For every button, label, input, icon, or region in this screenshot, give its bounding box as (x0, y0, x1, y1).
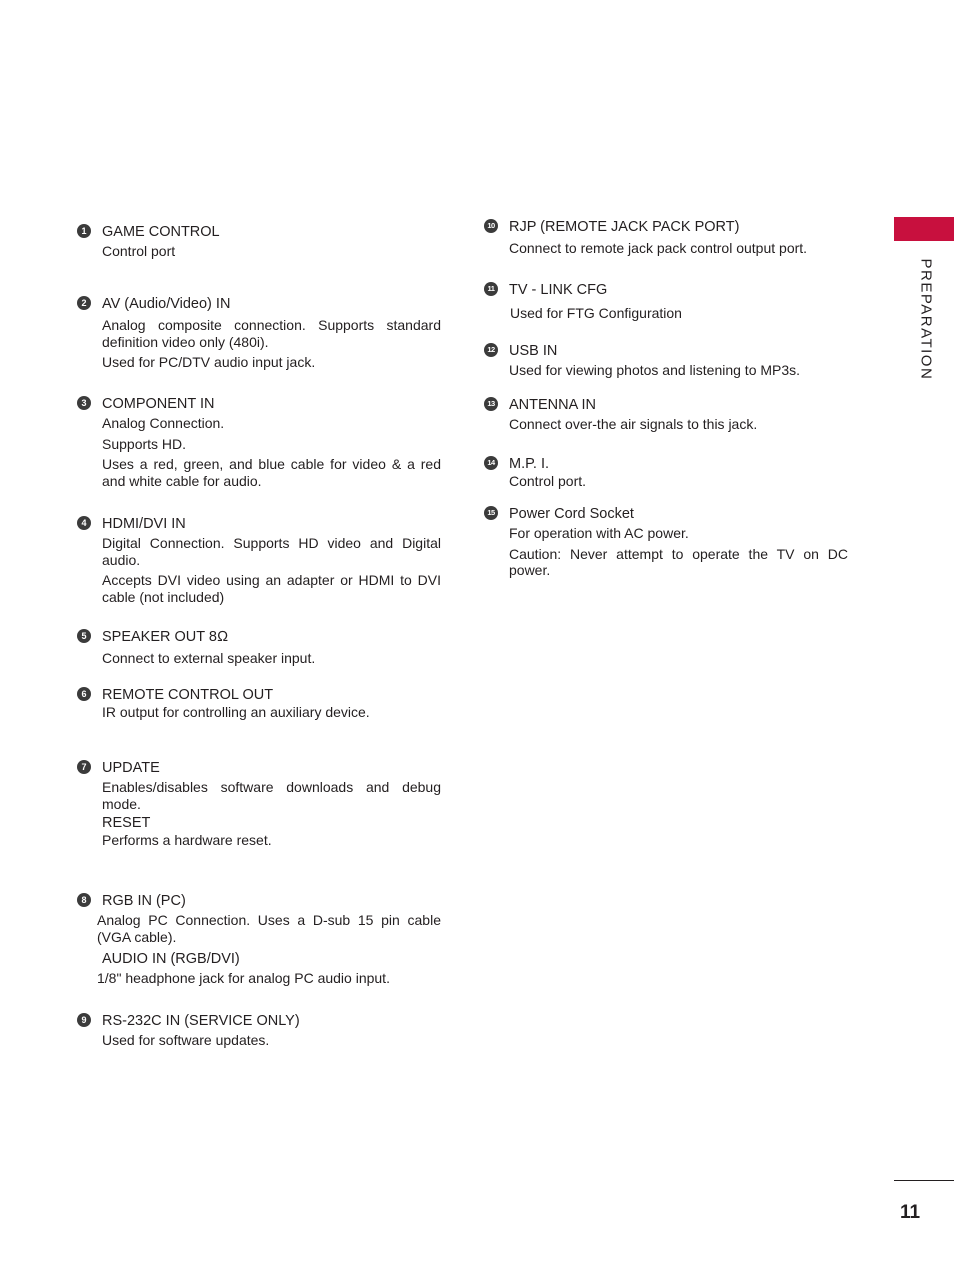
item-subtitle: AUDIO IN (RGB/DVI) (102, 951, 240, 967)
item-description: Control port (102, 243, 176, 259)
item-title: SPEAKER OUT 8Ω (102, 629, 229, 645)
item-description: Analog Connection. (102, 415, 225, 431)
item-number-badge: 14 (484, 456, 498, 470)
item-description: Supports HD. (102, 435, 187, 452)
item-description: Uses a red, green, and blue cable for video & a red and white cable for audio. (102, 456, 441, 489)
item-description: IR output for controlling an auxiliary device. (102, 704, 370, 720)
item-number-badge: 10 (484, 219, 498, 233)
item-title: M.P. I. (509, 456, 550, 472)
item-description: Digital Connection. Supports HD video and Digital audio. (102, 535, 441, 568)
item-description: Caution: Never attempt to operate the TV on DC power. (509, 545, 848, 578)
item-description: Used for viewing photos and listening to MP3s. (509, 362, 801, 378)
item-description: Connect to external speaker input. (102, 650, 316, 666)
item-description: Analog PC Connection. Uses a D-sub 15 pin cable (VGA cable). (97, 912, 441, 945)
item-title: UPDATE (102, 760, 160, 776)
item-number-badge: 7 (77, 760, 91, 774)
section-label: PREPARATION (917, 258, 935, 381)
item-description: Used for PC/DTV audio input jack. (102, 354, 316, 370)
item-title: RGB IN (PC) (102, 893, 186, 909)
item-number-badge: 3 (77, 396, 91, 410)
item-number-badge: 5 (77, 629, 91, 643)
section-tab (894, 217, 954, 241)
item-number-badge: 8 (77, 893, 91, 907)
item-title: ANTENNA IN (509, 397, 597, 413)
item-number-badge: 12 (484, 343, 498, 357)
item-description: Used for FTG Configuration (510, 305, 682, 321)
item-title: AV (Audio/Video) IN (102, 296, 231, 312)
item-title: RJP (REMOTE JACK PACK PORT) (509, 219, 740, 235)
item-description: Analog composite connection. Supports standard definition video only (480i). (102, 317, 441, 350)
item-number-badge: 2 (77, 296, 91, 310)
item-description: Accepts DVI video using an adapter or HDMI to DVI cable (not included) (102, 572, 441, 605)
item-description: Used for software updates. (102, 1032, 270, 1048)
item-description: Performs a hardware reset. (102, 832, 272, 848)
item-number-badge: 6 (77, 687, 91, 701)
item-title: HDMI/DVI IN (102, 516, 186, 532)
item-number-badge: 15 (484, 506, 498, 520)
item-number-badge: 4 (77, 516, 91, 530)
item-number-badge: 11 (484, 282, 498, 296)
item-description: Enables/disables software downloads and debug mode. (102, 779, 441, 812)
item-number-badge: 13 (484, 397, 498, 411)
item-title: TV - LINK CFG (509, 282, 608, 298)
page-number: 11 (899, 1202, 921, 1223)
item-number-badge: 9 (77, 1013, 91, 1027)
item-number-badge: 1 (77, 224, 91, 238)
item-description: Connect over-the air signals to this jack. (509, 416, 758, 432)
item-title: Power Cord Socket (509, 506, 634, 522)
item-title: GAME CONTROL (102, 224, 220, 240)
item-description: Control port. (509, 473, 587, 489)
item-title: USB IN (509, 343, 558, 359)
item-title: REMOTE CONTROL OUT (102, 687, 274, 703)
item-description: For operation with AC power. (509, 525, 689, 541)
item-title: COMPONENT IN (102, 396, 215, 412)
item-subtitle: RESET (102, 815, 151, 831)
item-description: 1/8" headphone jack for analog PC audio input. (97, 970, 390, 986)
item-title: RS-232C IN (SERVICE ONLY) (102, 1013, 300, 1029)
item-description: Connect to remote jack pack control output port. (509, 240, 808, 256)
footer-rule (894, 1180, 954, 1181)
